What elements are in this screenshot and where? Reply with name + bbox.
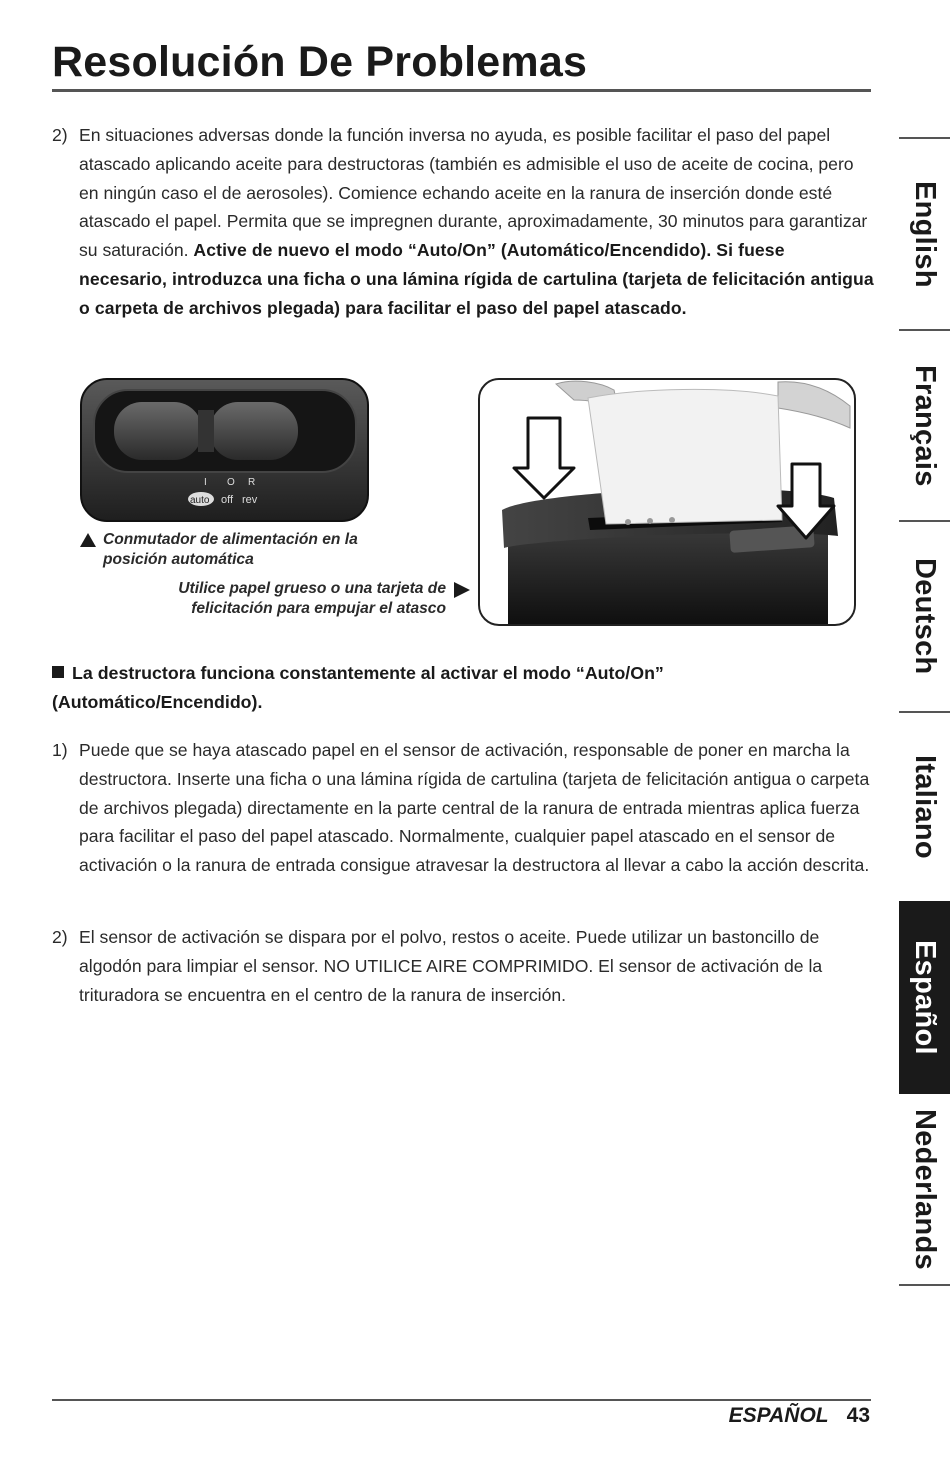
triangle-right-icon: [454, 582, 470, 598]
square-bullet-icon: [52, 666, 64, 678]
switch-label: I: [204, 477, 207, 488]
triangle-up-icon: [80, 533, 96, 547]
page-title: Resolución De Problemas: [52, 38, 588, 86]
title-rule: [52, 89, 871, 92]
list-number: 2): [52, 927, 68, 947]
caption-text: Conmutador de alimentación en la posición automática: [103, 531, 358, 568]
paragraph-oil-step: [52, 121, 874, 323]
tab-italiano[interactable]: [899, 713, 950, 901]
tab-label: Español: [909, 940, 941, 1055]
switch-mode-label: off: [221, 494, 234, 506]
footer: [600, 1404, 870, 1428]
paragraph-body: [79, 121, 874, 323]
switch-mode-label: auto: [190, 495, 210, 506]
tab-label: English: [909, 180, 941, 288]
tab-nederlands[interactable]: [899, 1094, 950, 1284]
section-heading: [52, 659, 842, 717]
figure-caption-card: [100, 579, 470, 618]
tab-label: Nederlands: [909, 1108, 941, 1270]
paragraph-bold-text: Active de nuevo el modo “Auto/On” (Automático/Encendido). Si fuese necesario, introduzca una ficha o una lámina rígida de cartulina (tarjeta de felicitación antigua o carpeta de archivos plegada) para facilitar el paso del papel atascado.: [79, 240, 874, 318]
list-item: [52, 736, 874, 880]
tab-label: Deutsch: [909, 558, 941, 675]
figure-caption-switch: [80, 530, 400, 569]
tab-espanol[interactable]: [899, 901, 950, 1094]
footer-rule: [52, 1399, 871, 1401]
caption-text: Utilice papel grueso o una tarjeta de felicitación para empujar el atasco: [178, 580, 446, 617]
list-item: [52, 923, 874, 1009]
list-number: 1): [52, 740, 68, 760]
tab-deutsch[interactable]: [899, 522, 950, 711]
section-heading-text: La destructora funciona constantemente al activar el modo “Auto/On” (Automático/Encendido).: [52, 663, 664, 712]
footer-language: ESPAÑOL: [728, 1404, 829, 1427]
switch-mode-label: rev: [242, 494, 258, 506]
page-number: 43: [846, 1404, 870, 1427]
switch-label: R: [248, 477, 256, 488]
list-item-text: El sensor de activación se dispara por el polvo, restos o aceite. Puede utilizar un bastoncillo de algodón para limpiar el sensor. NO UTILICE AIRE COMPRIMIDO. El sensor de activación de la trituradora se encuentra en el centro de la ranura de inserción.: [79, 927, 823, 1005]
list-number: 2): [52, 125, 68, 145]
tab-francais[interactable]: [899, 331, 950, 520]
tab-label: Italiano: [909, 755, 941, 859]
paragraph-text: En situaciones adversas donde la función inversa no ayuda, es posible facilitar el paso del papel atascado aplicando aceite para destructoras (también es admisible el uso de aceite de cocina, pero en ningún caso el de aerosoles). Comience echando aceite en la ranura de inserción donde esté atascado el papel. Permita que se impregnen durante, aproximadamente, 30 minutos para garantizar su saturación.: [79, 125, 868, 261]
power-switch-illustration: [80, 378, 370, 522]
switch-label: O: [227, 477, 235, 488]
tab-label: Français: [909, 364, 941, 487]
list-item-text: Puede que se haya atascado papel en el sensor de activación, responsable de poner en marcha la destructora. Inserte una ficha o una lámina rígida de cartulina (tarjeta de felicitación antigua o carpeta de archivos plegada) directamente en la parte central de la ranura de entrada mientras aplica fuerza para facilitar el paso del papel atascado. Normalmente, cualquier papel atascado en el sensor de activación o la ranura de entrada consigue atravesar la destructora al llevar a cabo la acción descrita.: [79, 740, 870, 876]
tab-english[interactable]: [899, 139, 950, 329]
shredder-paper-jam-illustration: [478, 378, 856, 626]
tab-divider: [899, 1284, 950, 1286]
